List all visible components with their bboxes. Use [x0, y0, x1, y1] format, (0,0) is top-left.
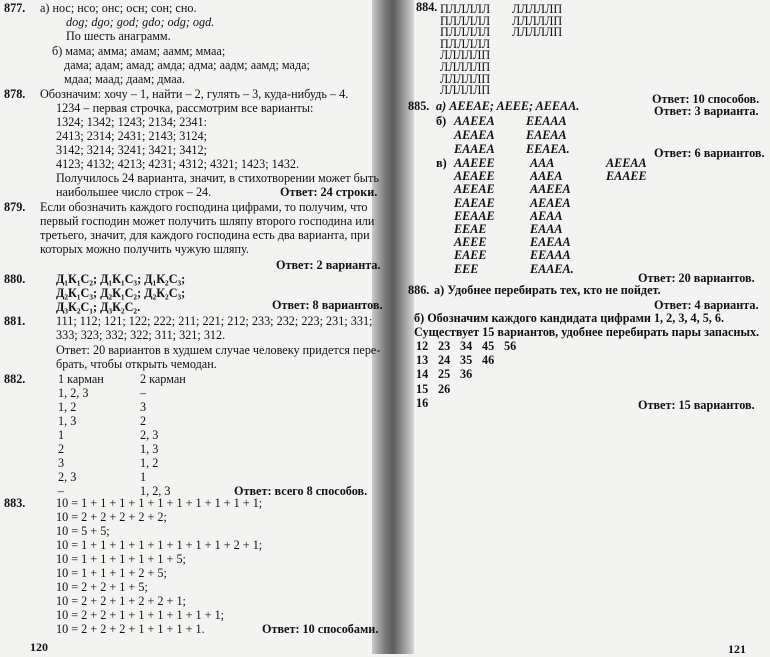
sequence-item: ПЛЛЛЛЛ — [440, 2, 491, 16]
table-cell: 1, 2, 3 — [140, 484, 171, 498]
problem-number: 885. — [408, 99, 430, 113]
pair-item: 23 — [438, 339, 451, 353]
text-line: а) нос; нсо; онс; осн; сон; сно. — [40, 1, 197, 15]
answer: Ответ: всего 8 способов. — [234, 484, 368, 498]
table-cell: 2, 3 — [140, 428, 159, 442]
pair-item: 24 — [438, 353, 451, 368]
pair-item: 13 — [416, 353, 429, 368]
variant-item: EEAAE — [454, 208, 495, 223]
sequence-item: ЛЛЛЛЛП — [440, 83, 491, 98]
pair-item: 56 — [504, 339, 517, 353]
text-line: брать, чтобы открыть чемодан. — [56, 357, 217, 371]
pair-item: 15 — [416, 381, 429, 396]
text-line: Д₃К₂С₁; Д₃К₂С₂. — [56, 300, 141, 314]
page-number: 120 — [30, 640, 48, 654]
text-line: 1324; 1342; 1243; 2134; 2341: — [56, 115, 207, 129]
pair-item: 36 — [460, 367, 473, 382]
pair-item: 45 — [482, 339, 495, 353]
text-line: 1234 – первая строчка, рассмотрим все варианты: — [56, 101, 314, 115]
answer: Ответ: 24 строки. — [280, 185, 378, 199]
variant-item: AAEEA — [530, 182, 571, 197]
sum-line: 10 = 1 + 1 + 1 + 1 + 1 + 1 + 1 + 1 + 2 + 1; — [56, 538, 263, 552]
page-number: 121 — [728, 642, 746, 656]
pair-item: 26 — [438, 381, 451, 396]
answer: Ответ: 3 варианта. — [654, 104, 759, 118]
table-cell: 3 — [140, 400, 147, 414]
pair-item: 12 — [416, 339, 429, 353]
left-page — [0, 0, 383, 654]
text-line: а) AEEAE; AEEE; AEEAA. — [436, 99, 580, 113]
text-line: б) Обозначим каждого кандидата цифрами 1, 2, 3, 4, 5, 6. — [414, 311, 725, 325]
text-line: По шесть анаграмм. — [66, 29, 171, 43]
variant-item: EAEAA — [530, 235, 571, 250]
text-line: 4123; 4132; 4213; 4231; 4312; 4321; 1423; 1432. — [56, 157, 300, 171]
sum-line: 10 = 1 + 1 + 1 + 2 + 5; — [56, 566, 167, 580]
variant-item: AAEA — [530, 169, 563, 184]
problem-number: 877. — [4, 1, 26, 15]
answer: Ответ: 6 вариантов. — [654, 146, 765, 160]
answer: Ответ: 2 варианта. — [276, 258, 381, 272]
text-line: Если обозначить каждого господина цифрами, то получим, что — [40, 200, 368, 214]
text-line: Д₂К₁С₃; Д₂К₁С₂; Д₂К₂С₃; — [56, 286, 186, 300]
text-line: наибольшее число строк – 24. — [56, 185, 212, 199]
sequence-item: ЛЛЛЛЛП — [512, 2, 563, 16]
variant-item: EAEAE — [454, 195, 495, 210]
table-cell: 1, 2 — [58, 400, 77, 414]
variant-item: AEAEA — [454, 128, 495, 142]
problem-number: 882. — [4, 372, 26, 386]
text-line: а) Удобнее перебирать тех, кто не пойдет. — [434, 283, 661, 297]
table-cell: 2 — [140, 414, 147, 428]
variant-item: EAAEE — [606, 169, 647, 184]
sum-line: 10 = 2 + 2 + 2 + 2 + 2; — [56, 510, 167, 524]
pair-item: 46 — [482, 353, 495, 368]
pair-item: 25 — [438, 367, 451, 382]
variant-item: AAEEA — [454, 114, 495, 128]
text-line: Обозначим: хочу – 1, найти – 2, гулять – 3, куда-нибудь – 4. — [40, 87, 349, 101]
text-line: Д₁К₁С₂; Д₁К₁С₃; Д₁К₂С₃; — [56, 272, 186, 286]
variant-item: AEAEA — [530, 195, 571, 210]
text-line: 3142; 3214; 3241; 3421; 3412; — [56, 143, 207, 157]
variant-item: AAEEE — [454, 156, 495, 170]
sum-line: 10 = 5 + 5; — [56, 524, 110, 538]
variant-item: EAAEA — [454, 142, 495, 156]
problem-number: 884. — [416, 0, 438, 14]
table-cell: 1, 3 — [140, 442, 159, 456]
variant-item: AAA — [530, 156, 555, 170]
answer: Ответ: 10 способами. — [262, 622, 379, 636]
table-cell: 3 — [58, 456, 65, 470]
variant-item: EEAEA. — [526, 142, 570, 156]
problem-number: 879. — [4, 200, 26, 214]
sequence-item: ЛЛЛЛЛП — [440, 48, 491, 63]
text-line: третьего, значит, для каждого господина есть два варианта, при — [40, 228, 370, 242]
variant-item: AEAA — [530, 208, 563, 223]
text-line: которых можно получить чужую шляпу. — [40, 242, 249, 256]
sum-line: 10 = 1 + 1 + 1 + 1 + 1 + 5; — [56, 552, 186, 566]
text-line: в) — [436, 156, 447, 170]
text-line: 333; 323; 332; 322; 311; 321; 312. — [56, 328, 226, 342]
text-line: мдаа; маад; даам; дмаа. — [64, 72, 186, 86]
sum-line: 10 = 2 + 2 + 1 + 1 + 1 + 1 + 1 + 1; — [56, 608, 225, 622]
sequence-item: ПЛЛЛЛЛ — [440, 13, 491, 28]
variant-item: EEAAA — [526, 114, 567, 128]
answer: Ответ: 4 варианта. — [654, 298, 759, 312]
sequence-item: ЛЛЛЛЛП — [440, 60, 491, 74]
answer: Ответ: 15 вариантов. — [638, 398, 755, 412]
sum-line: 10 = 2 + 2 + 1 + 2 + 2 + 1; — [56, 594, 186, 608]
table-header: 1 карман — [58, 372, 104, 386]
sequence-item: ПЛЛЛЛЛ — [440, 25, 491, 40]
answer: Ответ: 10 способов. — [652, 92, 760, 106]
table-cell: – — [58, 484, 65, 498]
pair-item: 16 — [416, 395, 429, 410]
table-cell: 2, 3 — [58, 470, 77, 484]
sum-line: 10 = 2 + 2 + 1 + 5; — [56, 580, 148, 594]
variant-item: EEAAA — [530, 248, 571, 263]
text-line: б) мама; амма; амам; аамм; ммаа; — [52, 44, 226, 58]
table-cell: 1 — [58, 428, 65, 442]
pair-item: 34 — [460, 339, 473, 353]
sum-line: 10 = 2 + 2 + 2 + 1 + 1 + 1 + 1. — [56, 622, 205, 636]
variant-item: EEE — [454, 261, 479, 276]
text-line: Получилось 24 варианта, значит, в стихотворении может быть — [56, 171, 379, 185]
variant-item: AEEAE — [454, 182, 495, 197]
variant-item: EAEE — [454, 248, 487, 263]
answer: Ответ: 20 вариантов. — [638, 271, 755, 285]
problem-number: 880. — [4, 272, 26, 286]
text-line: dog; dgo; god; gdo; odg; ogd. — [66, 15, 215, 29]
variant-item: EAAEA. — [530, 261, 574, 276]
answer: Ответ: 8 вариантов. — [272, 298, 383, 312]
pair-item: 35 — [460, 353, 473, 368]
table-cell: 1, 3 — [58, 414, 77, 428]
variant-item: EAAA — [530, 222, 563, 236]
sequence-item: ЛЛЛЛЛП — [512, 13, 563, 28]
pair-item: 14 — [416, 367, 429, 382]
sum-line: 10 = 1 + 1 + 1 + 1 + 1 + 1 + 1 + 1 + 1 + 1; — [56, 496, 263, 510]
text-line: 111; 112; 121; 122; 222; 211; 221; 212; 233; 232; 223; 231; 331; — [56, 314, 373, 328]
sequence-item: ЛЛЛЛЛП — [440, 71, 491, 86]
table-cell: 2 — [58, 442, 65, 456]
text-line: Существует 15 вариантов, удобнее перебирать пары запасных. — [414, 325, 760, 339]
table-cell: 1, 2, 3 — [58, 386, 89, 400]
problem-number: 883. — [4, 496, 26, 510]
table-cell: 1 — [140, 470, 147, 484]
variant-item: EEAE — [454, 222, 487, 236]
sequence-item: ЛЛЛЛЛП — [512, 25, 563, 40]
sequence-item: ПЛЛЛЛЛ — [440, 36, 491, 51]
text-line: 2413; 2314; 2431; 2143; 3124; — [56, 129, 207, 143]
variant-item: AEEE — [454, 235, 487, 250]
table-cell: 1, 2 — [140, 456, 159, 470]
problem-number: 878. — [4, 87, 26, 101]
table-cell: – — [140, 386, 147, 400]
text-line: первый господин может получить шляпу второго господина или — [40, 214, 375, 228]
problem-number: 881. — [4, 314, 26, 328]
problem-number: 886. — [408, 283, 430, 297]
table-header: 2 карман — [140, 372, 186, 386]
text-line: б) — [436, 114, 447, 128]
variant-item: AEEAA — [606, 156, 647, 170]
text-line: Ответ: 20 вариантов в худшем случае человеку придется пере- — [56, 343, 381, 357]
text-line: дама; адам; амад; амда; адма; аадм; аамд; мада; — [64, 58, 310, 72]
variant-item: EAEAA — [526, 128, 567, 142]
right-page — [408, 0, 770, 656]
variant-item: AEAEE — [454, 169, 495, 184]
